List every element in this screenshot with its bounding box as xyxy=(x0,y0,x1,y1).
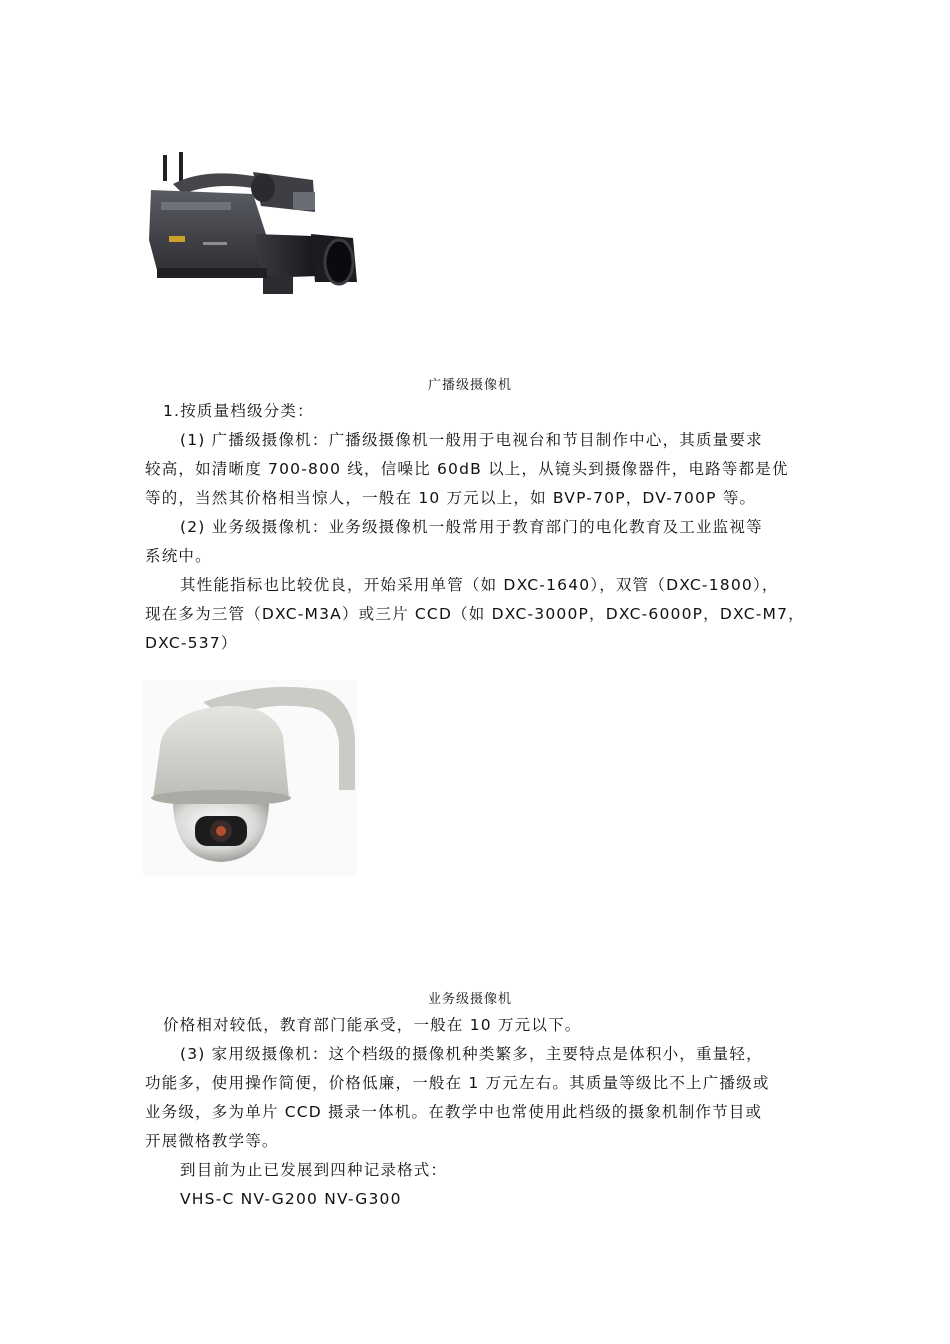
paragraph-line: 等的，当然其价格相当惊人，一般在 10 万元以上，如 BVP-70P，DV-700P 等。 xyxy=(145,489,757,507)
paragraph-line: 业务级，多为单片 CCD 摄录一体机。在教学中也常使用此档级的摄象机制作节目或 xyxy=(145,1103,763,1121)
paragraph-line: (1) 广播级摄像机：广播级摄像机一般用于电视台和节目制作中心，其质量要求 xyxy=(180,431,763,449)
paragraph-line: (3) 家用级摄像机：这个档级的摄像机种类繁多，主要特点是体积小，重量轻， xyxy=(180,1045,763,1063)
dome-camera-photo xyxy=(143,680,357,876)
paragraph-line: (2) 业务级摄像机：业务级摄像机一般常用于教育部门的电化教育及工业监视等 xyxy=(180,518,763,536)
paragraph-line: DXC-537） xyxy=(145,634,238,652)
paragraph-line: 功能多，使用操作简便，价格低廉，一般在 1 万元左右。其质量等级比不上广播级或 xyxy=(145,1074,770,1092)
section-heading: 1.按质量档级分类： xyxy=(163,402,314,420)
paragraph-line: 系统中。 xyxy=(145,547,212,565)
paragraph-line: 价格相对较低，教育部门能承受，一般在 10 万元以下。 xyxy=(163,1016,582,1034)
paragraph-line: 较高，如清晰度 700-800 线，信噪比 60dB 以上，从镜头到摄像器件，电路等都是优 xyxy=(145,460,789,478)
dome-camera-icon xyxy=(143,680,357,876)
paragraph-line: 开展微格教学等。 xyxy=(145,1132,279,1150)
figure-caption: 业务级摄像机 xyxy=(428,992,513,1007)
paragraph-line: 其性能指标也比较优良，开始采用单管（如 DXC-1640），双管（DXC-1800）， xyxy=(180,576,779,594)
broadcast-camcorder-photo xyxy=(143,150,365,302)
format-list-line: VHS-C NV-G200 NV-G300 xyxy=(180,1190,402,1208)
camcorder-icon xyxy=(143,150,365,302)
figure-caption: 广播级摄像机 xyxy=(428,378,513,393)
paragraph-line: 到目前为止已发展到四种记录格式： xyxy=(180,1161,448,1179)
paragraph-line: 现在多为三管（DXC-M3A）或三片 CCD（如 DXC-3000P，DXC-6000P，DXC-M7， xyxy=(145,605,805,623)
